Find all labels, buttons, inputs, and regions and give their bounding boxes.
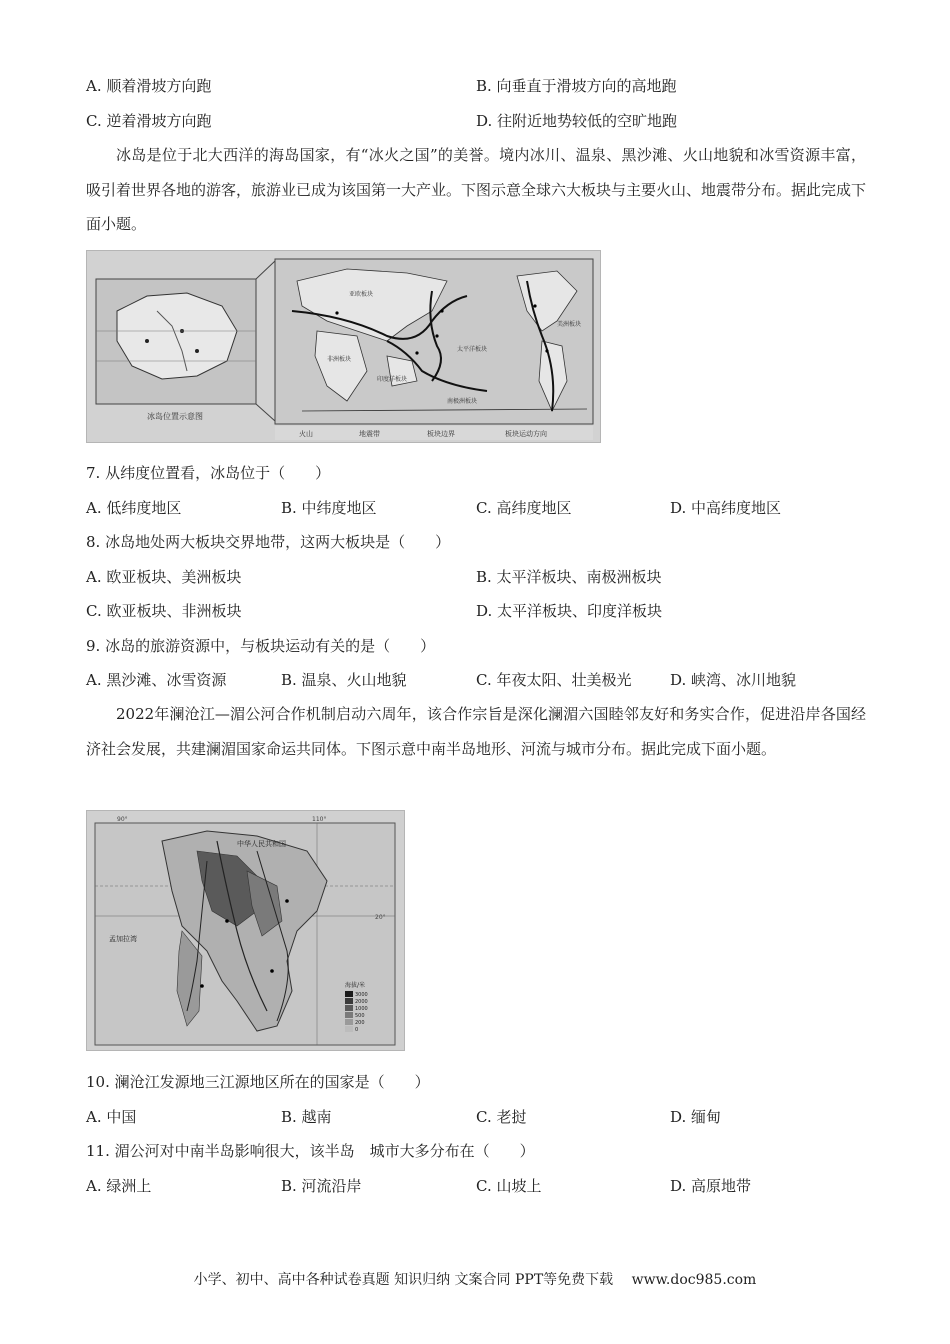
plate-label-african: 非洲板块 — [327, 356, 352, 363]
legend-elevation-title: 海拔/米 — [345, 982, 366, 989]
legend-elevation-1000: 1000 — [355, 1006, 368, 1012]
q7-stem: 7. 从纬度位置看，冰岛位于（ ） — [86, 464, 331, 482]
legend-plate-motion: 板块运动方向 — [505, 430, 547, 438]
plate-map-image — [87, 251, 600, 442]
plate-label-antarctic: 南极洲板块 — [447, 398, 478, 405]
q11-option-b: B. 河流沿岸 — [281, 1177, 362, 1195]
q8-option-a: A. 欧亚板块、美洲板块 — [86, 568, 242, 586]
q6-option-a: A. 顺着滑坡方向跑 — [86, 77, 212, 95]
q6-option-d: D. 往附近地势较低的空旷地跑 — [476, 112, 678, 130]
q7-option-b: B. 中纬度地区 — [281, 499, 377, 517]
q11-option-c: C. 山坡上 — [476, 1177, 542, 1195]
q7-option-c: C. 高纬度地区 — [476, 499, 572, 517]
page-footer: 小学、初中、高中各种试卷真题 知识归纳 文案合同 PPT等免费下载 www.doc985.com — [193, 1272, 757, 1288]
sea-label-bay-of-bengal: 孟加拉湾 — [109, 935, 137, 943]
q6-option-b: B. 向垂直于滑坡方向的高地跑 — [476, 77, 677, 95]
plate-label-indo-australian: 印度洋板块 — [377, 376, 408, 383]
q9-option-b: B. 温泉、火山地貌 — [281, 671, 407, 689]
q10-stem: 10. 澜沧江发源地三江源地区所在的国家是（ ） — [86, 1073, 430, 1091]
legend-elevation-0: 0 — [355, 1027, 359, 1033]
legend-elevation-500: 500 — [355, 1013, 365, 1019]
q9-stem: 9. 冰岛的旅游资源中，与板块运动有关的是（ ） — [86, 637, 436, 655]
q8-option-d: D. 太平洋板块、印度洋板块 — [476, 602, 663, 620]
lon-label-110: 110° — [312, 816, 327, 823]
passage-iceland: 冰岛是位于北大西洋的海岛国家，有“冰火之国”的美誉。境内冰川、温泉、黑沙滩、火山地貌和冰雪资源丰富，吸引着世界各地的游客，旅游业已成为该国第一大产业。下图示意全球六大板块与主要火山、地震带分布。据此完成下面小题。 — [86, 146, 867, 233]
legend-elevation-2000: 2000 — [355, 999, 368, 1005]
q7-option-d: D. 中高纬度地区 — [670, 499, 782, 517]
legend-elevation-3000: 3000 — [355, 992, 368, 998]
q10-option-d: D. 缅甸 — [670, 1108, 722, 1126]
q10-option-c: C. 老挝 — [476, 1108, 527, 1126]
q8-stem: 8. 冰岛地处两大板块交界地带，这两大板块是（ ） — [86, 533, 451, 551]
q6-option-c: C. 逆着滑坡方向跑 — [86, 112, 212, 130]
legend-plate-boundary: 板块边界 — [427, 430, 455, 438]
indochina-map-figure — [86, 810, 405, 1051]
q9-option-d: D. 峡湾、冰川地貌 — [670, 671, 797, 689]
q11-option-a: A. 绿洲上 — [86, 1177, 152, 1195]
q10-option-b: B. 越南 — [281, 1108, 332, 1126]
plate-label-eurasian: 亚欧板块 — [349, 291, 374, 298]
lon-label-90: 90° — [117, 816, 128, 823]
passage-lancang-mekong: 2022年澜沧江—湄公河合作机制启动六周年，该合作宗旨是深化澜湄六国睦邻友好和务实合作，促进沿岸各国经济社会发展，共建澜湄国家命运共同体。下图示意中南半岛地形、河流与城市分布。据此完成下面小题。 — [86, 705, 866, 758]
inset-caption: 冰岛位置示意图 — [147, 412, 203, 421]
q9-option-c: C. 年夜太阳、壮美极光 — [476, 671, 632, 689]
indochina-map-image — [87, 811, 404, 1050]
lat-label-20: 20° — [375, 914, 386, 921]
plate-map-figure — [86, 250, 601, 443]
q8-option-c: C. 欧亚板块、非洲板块 — [86, 602, 242, 620]
q11-option-d: D. 高原地带 — [670, 1177, 752, 1195]
q11-stem: 11. 湄公河对中南半岛影响很大，该半岛 城市大多分布在（ ） — [86, 1142, 535, 1160]
q7-option-a: A. 低纬度地区 — [86, 499, 182, 517]
legend-elevation-200: 200 — [355, 1020, 365, 1026]
plate-label-american: 美洲板块 — [557, 321, 582, 328]
country-label-china: 中华人民共和国 — [237, 840, 286, 848]
legend-volcano: 火山 — [299, 430, 313, 438]
plate-label-pacific: 太平洋板块 — [457, 346, 488, 353]
legend-seismic-belt: 地震带 — [359, 430, 380, 438]
q10-option-a: A. 中国 — [86, 1108, 137, 1126]
q9-option-a: A. 黑沙滩、冰雪资源 — [86, 671, 227, 689]
q8-option-b: B. 太平洋板块、南极洲板块 — [476, 568, 662, 586]
